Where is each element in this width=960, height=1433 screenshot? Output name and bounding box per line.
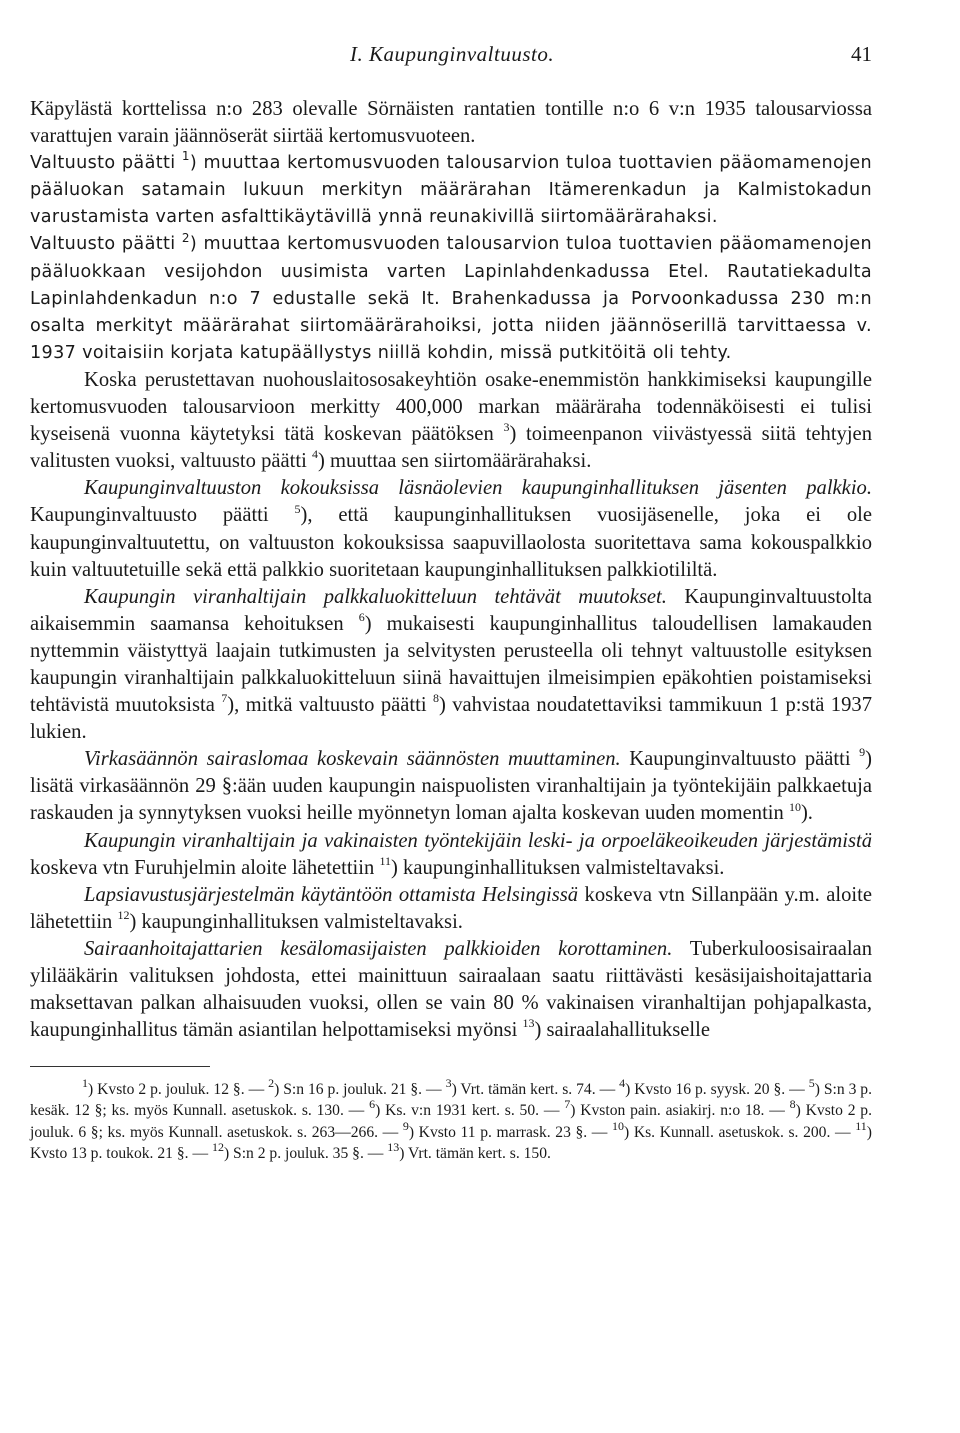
footnotes bbox=[30, 1076, 873, 1164]
paragraph-kesalomasijaiset: Sairaanhoitajattarien kesälomasijaisten palkkioiden korottaminen. Tuberkuloosisairaalan ylilääkärin valituksen johdosta, ettei mainittuun sairaalaan saatu riittävästi kesäsijaishoitajattaria maksettavan palkan alhaisuuden vuoksi, ollen se vain 80 % vakinaisen viranhaltijan pohjapalkasta, kaupunginhallitus tämän asiantilan helpottamiseksi myönsi $^{13}$) sairaalahallitukselle bbox=[30, 937, 872, 1042]
section-title: Sairaanhoitajattarien kesälomasijaisten palkkioiden korottaminen. bbox=[84, 937, 673, 960]
footnote-ref-9: 9 bbox=[859, 745, 866, 760]
section-title: Virkasäännön sairaslomaa koskevain säännösten muuttaminen. bbox=[84, 748, 621, 771]
paragraph-itamerenkatu: Valtuusto päätti $^1$) muuttaa kertomusvuoden talousarvion tuloa tuottavien pääomamenojen pääluokan satamain lukuun merkityn määrärahan Itämerenkadun ja Kalmistokadun varustamista varten asfalttikäytävillä ynnä reunakivillä siirtomäärärahaksi. bbox=[30, 149, 872, 228]
footnote-ref-13: 13 bbox=[522, 1016, 535, 1031]
section-title: Kaupungin viranhaltijain ja vakinaisten työntekijäin leski- ja orpoeläkeoikeuden järjestämistä bbox=[84, 829, 872, 852]
footnote-ref-12: 12 bbox=[117, 907, 130, 922]
paragraph-text: Käpylästä korttelissa n:o 283 olevalle Sörnäisten rantatien tontille n:o 6 v:n 1935 talousarviossa varattujen varain jäännöserät siirtää kertomusvuoteen. bbox=[30, 98, 872, 148]
paragraph-kokouspalkkio: Kaupunginvaltuuston kokouksissa läsnäolevien kaupunginhallituksen jäsenten palkkio. Kaupunginvaltuusto päätti $^5$), että kaupunginhallituksen vuosijäsenelle, joka ei ole kaupunginvaltuutettu, on valtuuston kokouksissa saapuvillaolosta suoritettava sama kokouspalkkio kuin valtuutetuille sekä että palkkio suoritetaan kaupunginhallituksen palkkiotililtä. bbox=[30, 477, 872, 581]
page-number: 41 bbox=[851, 42, 872, 66]
page-header bbox=[30, 38, 872, 78]
document-page bbox=[30, 38, 872, 1164]
body-text bbox=[30, 96, 872, 1044]
footnote-ref-1: 1 bbox=[181, 149, 190, 164]
footnote-ref-11: 11 bbox=[379, 853, 392, 868]
footnote-ref-8: 8 bbox=[432, 691, 439, 706]
footnote-ref-10: 10 bbox=[788, 799, 801, 814]
paragraph-lapsiavustus: Lapsiavustusjärjestelmän käytäntöön ottamista Helsingissä koskeva vtn Sillanpään y.m. aloite lähetettiin $^{12}$) kaupunginhallituksen valmisteltavaksi. bbox=[30, 883, 872, 933]
footnote-ref-5: 5 bbox=[294, 501, 301, 516]
section-title: Lapsiavustusjärjestelmän käytäntöön ottamista Helsingissä bbox=[84, 883, 579, 906]
running-title: I. Kaupunginvaltuusto. bbox=[350, 42, 555, 66]
paragraph-palkkaluokittelu: Kaupungin viranhaltijain palkkaluokitteluun tehtävät muutokset. Kaupunginvaltuustolta aikaisemmin saamansa kehoituksen $^6$) mukaisesti kaupunginhallitus taloudellisen lamakauden nyttemmin väistyttyä laajain tutkimusten ja selvitysten perusteella oli tehnyt valtuustolle esityksen kaupungin viranhaltijain palkkaluokitteluun siinä havaittujen ilmeisimpien epäkohtien poistamiseksi tehtävistä muutoksista $^7$), mitkä valtuusto päätti $^8$) vahvistaa noudatettaviksi tammikuun 1 p:stä 1937 lukien. bbox=[30, 585, 872, 744]
paragraph-nuohous: Koska perustettavan nuohouslaitososakeyhtiön osake-enemmistön hankkimiseksi kaupungille kertomusvuoden talousarvioon merkitty 400,000 markan määräraha todennäköisesti ei tulisi kyseisenä vuonna käytetyksi tätä koskevan päätöksen $^3$) toimeenpanon viivästyessä siitä tehtyjen valitusten vuoksi, valtuusto päätti $^4$) muuttaa sen siirtomäärärahaksi. bbox=[30, 368, 872, 473]
paragraph-elakeoikeus: Kaupungin viranhaltijain ja vakinaisten työntekijäin leski- ja orpoeläkeoikeuden järjestämistä koskeva vtn Furuhjelmin aloite lähetettiin $^{11}$) kaupunginhallituksen valmisteltavaksi. bbox=[30, 829, 872, 879]
section-title: Kaupunginvaltuuston kokouksissa läsnäolevien kaupunginhallituksen jäsenten palkkio. bbox=[84, 477, 872, 500]
footnote-ref-6: 6 bbox=[358, 609, 365, 624]
paragraph-sornainen bbox=[30, 96, 872, 150]
footnote-ref-7: 7 bbox=[221, 691, 228, 706]
paragraph-lapinlahdenkatu: Valtuusto päätti $^2$) muuttaa kertomusvuoden talousarvion tuloa tuottavien pääomamenojen pääluokkaan vesijohdon uusimista varten Lapinlahdenkadussa Etel. Rautatiekadulta Lapinlahdenkadun n:o 7 edustalle sekä It. Brahenkadussa ja Porvoonkadussa 230 m:n osalta merkityt määrärahat siirtomäärärahoiksi, jotta niiden jäännöserillä tarvittaessa v. 1937 voitaisiin korjata katupäällystys niillä kohdin, missä putkitöitä oli tehty. bbox=[30, 230, 872, 363]
footnote-divider bbox=[30, 1066, 210, 1067]
footnote-block: $^1$) Kvsto 2 p. jouluk. 12 §. — $^2$) S:n 16 p. jouluk. 21 §. — $^3$) Vrt. tämän kert. s. 74. — $^4$) Kvsto 16 p. syysk. 20 §. — $^5$) S:n 3 p. kesäk. 12 §; ks. myös Kunnall. asetuskok. s. 130. — $^6$) Ks. v:n 1931 kert. s. 50. — $^7$) Kvston pain. asiakirj. n:o 18. — $^8$) Kvsto 2 p. jouluk. 6 §; ks. myös Kunnall. asetuskok. s. 263—266. — $^9$) Kvsto 11 p. marrask. 23 §. — $^{10}$) Ks. Kunnall. asetuskok. s. 200. — $^{11}$) Kvsto 13 p. toukok. 21 §. — $^{12}$) S:n 2 p. jouluk. 35 §. — $^{13}$) Vrt. tämän kert. s. 150. bbox=[30, 1076, 873, 1162]
paragraph-sairasloma: Virkasäännön sairaslomaa koskevain säännösten muuttaminen. Kaupunginvaltuusto päätti $^9$) lisätä virkasäännön 29 §:ään uuden kaupungin naispuolisten viranhaltijain ja työntekijäin palkkaetuja raskauden ja synnytyksen vuoksi heille myönnetyn loman ajalta koskevan uuden momentin $^{10}$). bbox=[30, 745, 872, 825]
footnote-ref-4: 4 bbox=[312, 447, 318, 462]
footnote-ref-2: 2 bbox=[181, 230, 190, 245]
section-title: Kaupungin viranhaltijain palkkaluokitteluun tehtävät muutokset. bbox=[84, 585, 667, 608]
footnote-ref-3: 3 bbox=[503, 420, 510, 435]
